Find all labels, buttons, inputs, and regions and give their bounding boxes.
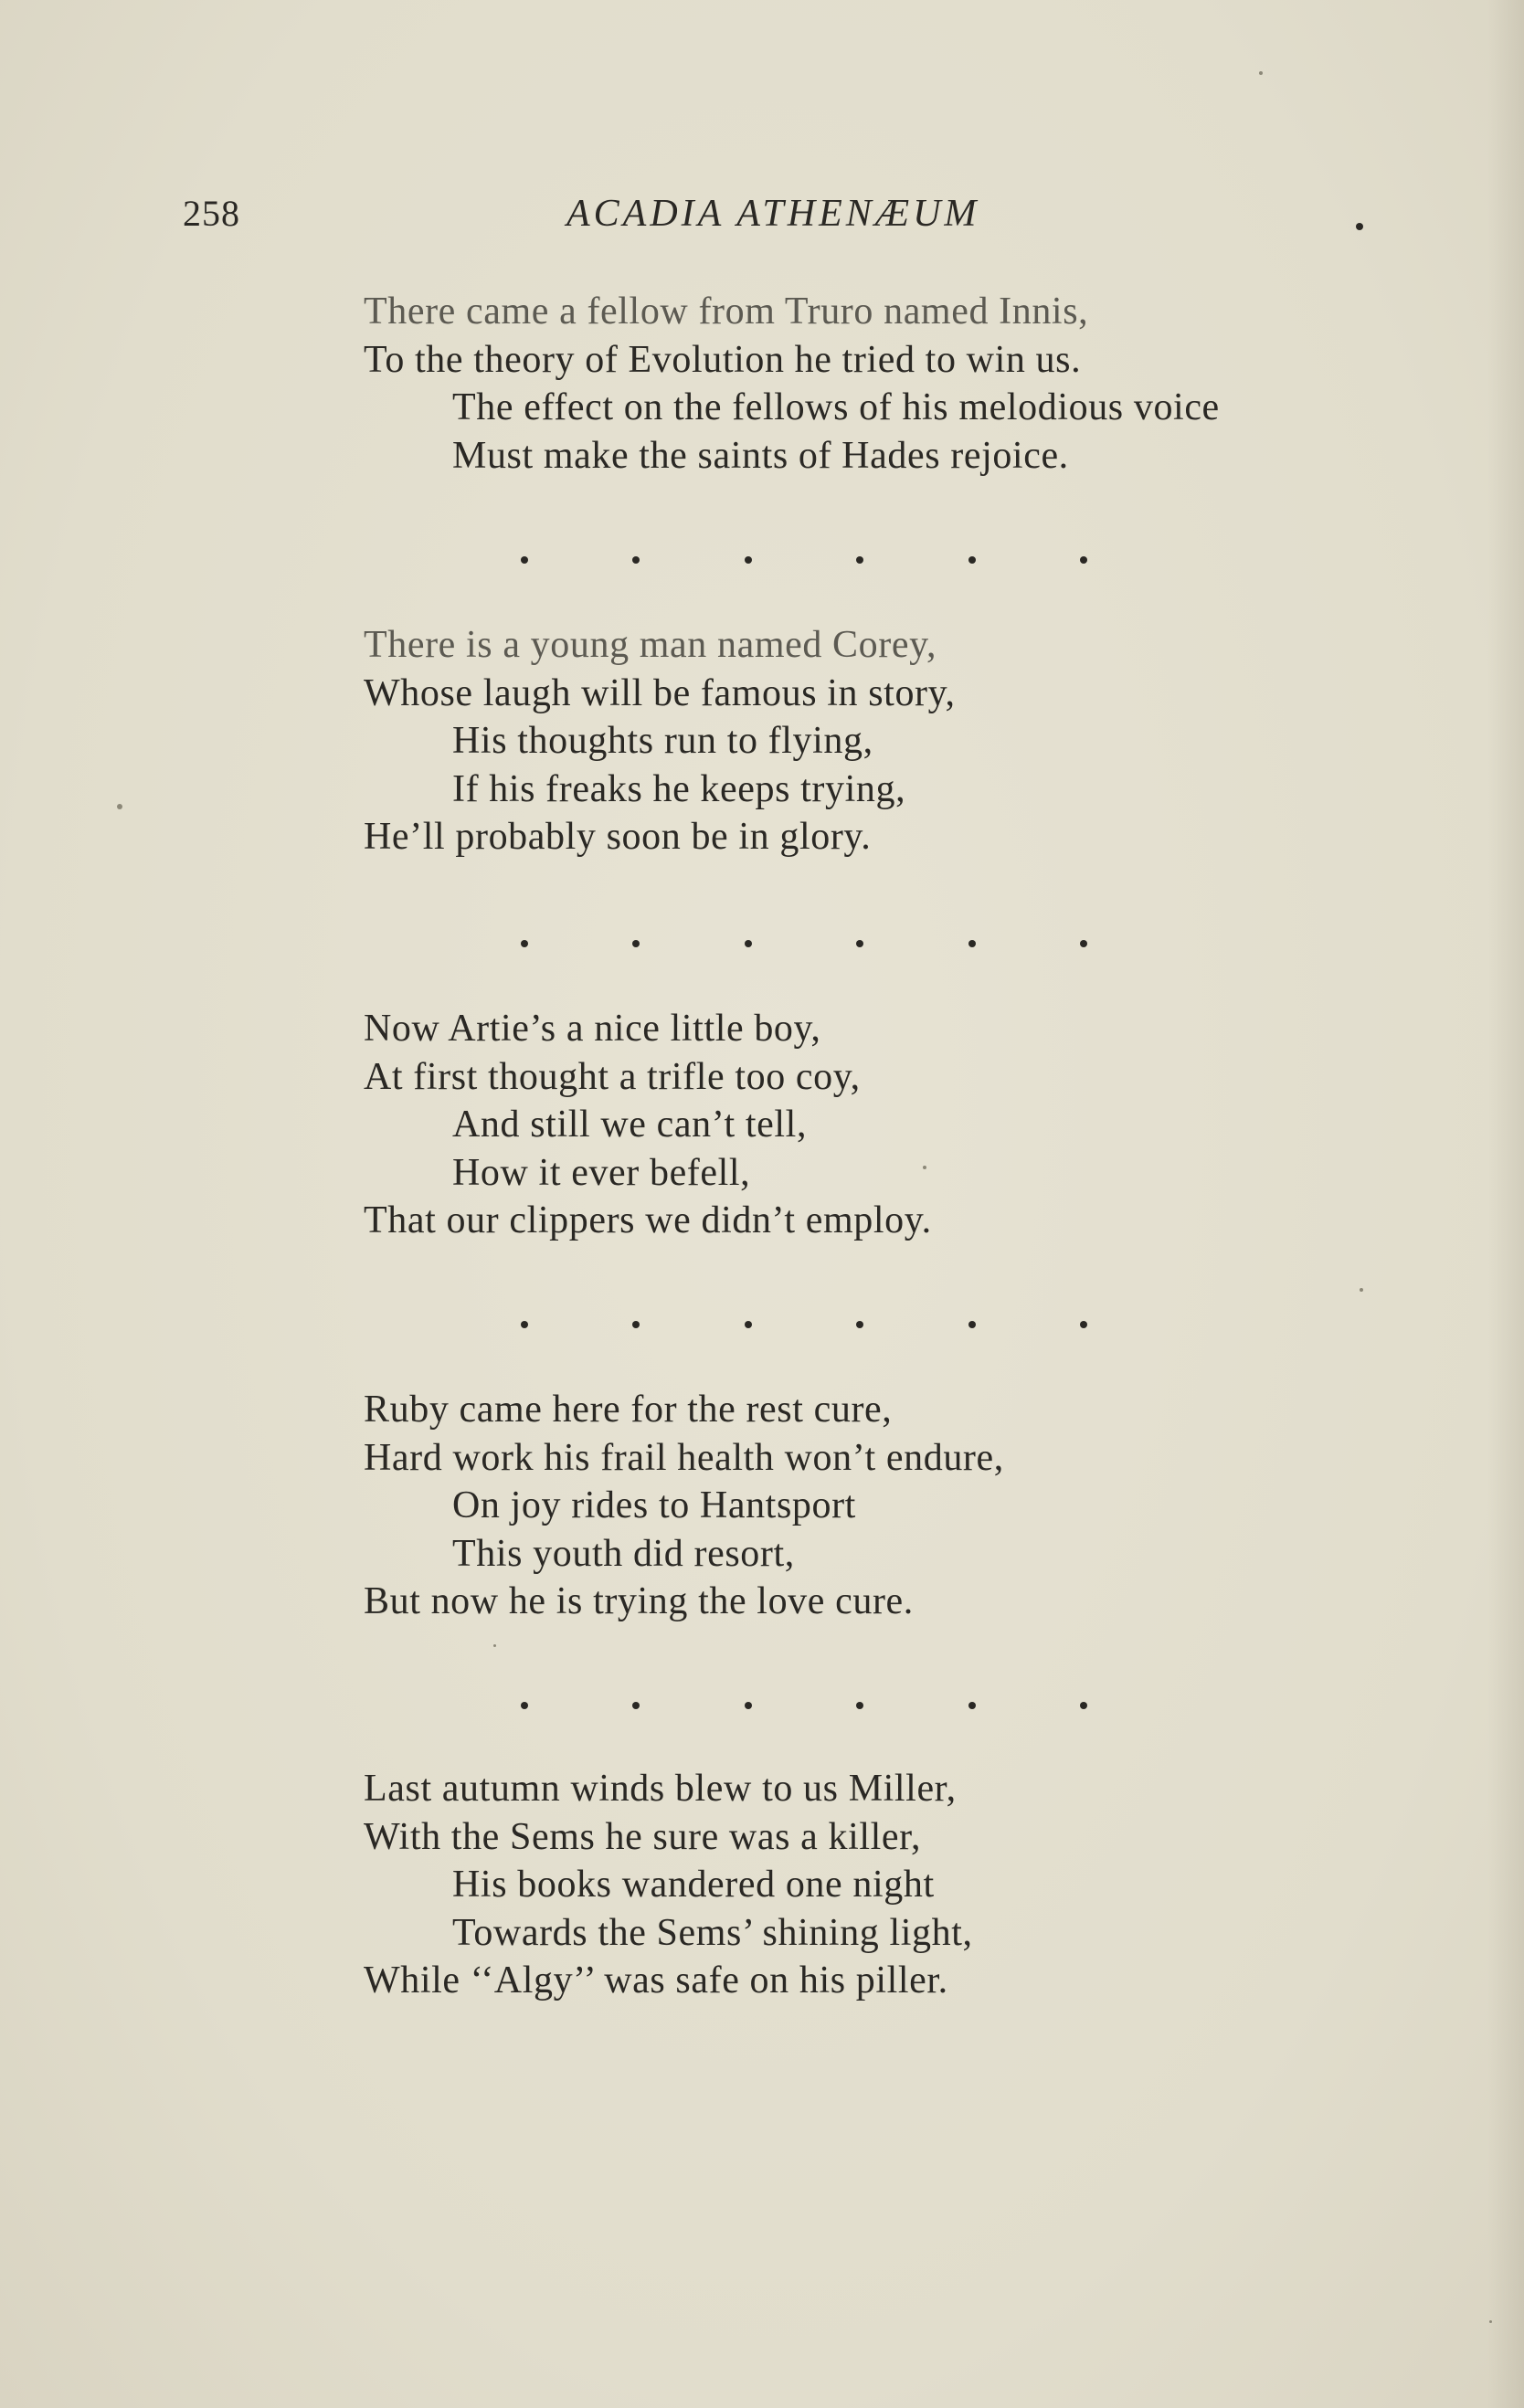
verse-line: How it ever befell, [452,1151,751,1194]
verse-line: If his freaks he keeps trying, [452,767,906,810]
verse-line: The effect on the fellows of his melodious voice [452,386,1220,428]
limerick-stanza-4 [364,1386,1442,1626]
separator-dot [856,556,863,564]
separator-dot [1080,556,1087,564]
running-title: ACADIA ATHENÆUM [566,193,980,235]
limerick-stanza-5 [364,1765,1442,2005]
paper-speck [923,1166,926,1169]
verse-line: At first thought a trifle too coy, [364,1055,861,1098]
separator-dot [521,940,528,947]
separator-dot [856,940,863,947]
separator-dot [856,1321,863,1328]
header-dot-mark [1356,223,1363,230]
verse-line: Must make the saints of Hades rejoice. [452,434,1069,477]
page-edge-shadow [1487,0,1524,2408]
stanza-separator [521,554,1087,566]
paper-speck [1489,2320,1492,2323]
verse-line: Now Artie’s a nice little boy, [364,1008,821,1050]
separator-dot [745,1321,752,1328]
separator-dot [1080,1702,1087,1709]
paper-speck [1360,1288,1363,1292]
limerick-stanza-2 [364,621,1442,861]
verse-line: While ‘‘Algy’’ was safe on his piller. [364,1959,948,2001]
separator-dot [521,1702,528,1709]
verse-line: Whose laugh will be famous in story, [364,671,956,714]
page-number: 258 [183,193,240,234]
separator-dot [521,1321,528,1328]
separator-dot [968,556,976,564]
paper-speck [117,804,122,809]
separator-dot [968,1702,976,1709]
verse-line: Hard work his frail health won’t endure, [364,1436,1004,1479]
stanza-separator [521,1699,1087,1712]
verse-line: That our clippers we didn’t employ. [364,1199,932,1241]
stanza-separator [521,937,1087,950]
separator-dot [856,1702,863,1709]
separator-dot [968,940,976,947]
limerick-stanza-1 [364,288,1442,480]
verse-line: He’ll probably soon be in glory. [364,816,872,858]
verse-line: His thoughts run to flying, [452,720,873,762]
verse-line: There came a fellow from Truro named Innis, [364,290,1089,333]
separator-dot [1080,1321,1087,1328]
separator-dot [632,556,640,564]
verse-line: With the Sems he sure was a killer, [364,1815,922,1858]
verse-line: To the theory of Evolution he tried to win us. [364,338,1082,381]
verse-line: His books wandered one night [452,1864,935,1906]
separator-dot [968,1321,976,1328]
paper-speck [1259,71,1263,75]
page-header [0,192,1524,247]
separator-dot [632,1702,640,1709]
verse-line: Last autumn winds blew to us Miller, [364,1768,957,1810]
verse-line: But now he is trying the love cure. [364,1580,914,1622]
verse-line: On joy rides to Hantsport [452,1484,856,1526]
verse-line: There is a young man named Corey, [364,624,937,666]
separator-dot [1080,940,1087,947]
separator-dot [521,556,528,564]
separator-dot [745,556,752,564]
separator-dot [745,1702,752,1709]
limerick-stanza-3 [364,1005,1442,1245]
verse-line: Towards the Sems’ shining light, [452,1911,973,1954]
verse-line: Ruby came here for the rest cure, [364,1389,893,1431]
separator-dot [632,1321,640,1328]
separator-dot [632,940,640,947]
stanza-separator [521,1318,1087,1331]
paper-speck [493,1644,496,1647]
verse-line: This youth did resort, [452,1532,795,1575]
separator-dot [745,940,752,947]
verse-line: And still we can’t tell, [452,1104,808,1146]
